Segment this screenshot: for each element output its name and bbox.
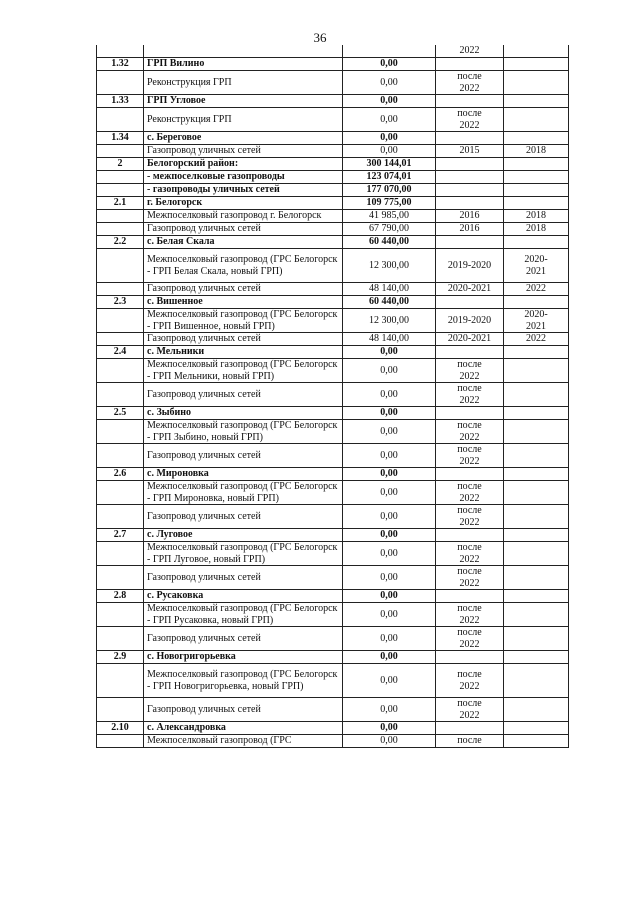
cell-year-end	[504, 722, 569, 735]
cell-row-number	[97, 481, 144, 505]
cell-year-end	[504, 236, 569, 249]
cell-amount: 48 140,00	[343, 283, 436, 296]
cell-year-start	[436, 158, 504, 171]
cell-object-name: Реконструкция ГРП	[144, 108, 343, 132]
cell-object-name: - газопроводы уличных сетей	[144, 184, 343, 197]
cell-object-name: Межпоселковый газопровод (ГРС Белогорск - ГРП Вишенное, новый ГРП)	[144, 309, 343, 333]
cell-row-number	[97, 566, 144, 590]
cell-amount: 0,00	[343, 58, 436, 71]
cell-object-name: Межпоселковый газопровод (ГРС Белогорск - ГРП Мироновка, новый ГРП)	[144, 481, 343, 505]
cell-object-name: Белогорский район:	[144, 158, 343, 171]
cell-row-number: 2.8	[97, 590, 144, 603]
table-row	[97, 505, 569, 529]
table-row	[97, 296, 569, 309]
cell-year-start	[436, 529, 504, 542]
cell-row-number	[97, 359, 144, 383]
cell-year-start: после 2022	[436, 359, 504, 383]
cell-year-end	[504, 603, 569, 627]
cell-object-name: ГРП Угловое	[144, 95, 343, 108]
cell-amount: 0,00	[343, 529, 436, 542]
cell-year-start	[436, 171, 504, 184]
cell-year-end	[504, 627, 569, 651]
cell-year-end: 2020- 2021	[504, 309, 569, 333]
table-row	[97, 346, 569, 359]
cell-year-start: после 2022	[436, 71, 504, 95]
table-row	[97, 333, 569, 346]
cell-amount: 300 144,01	[343, 158, 436, 171]
table-row	[97, 197, 569, 210]
cell-year-start: после 2022	[436, 505, 504, 529]
cell-year-start: после 2022	[436, 627, 504, 651]
cell-row-number	[97, 603, 144, 627]
table-row	[97, 664, 569, 698]
cell-year-end	[504, 184, 569, 197]
cell-year-start: после 2022	[436, 383, 504, 407]
cell-amount: 0,00	[343, 346, 436, 359]
cell-year-start	[436, 346, 504, 359]
table-row	[97, 132, 569, 145]
cell-object-name: с. Александровка	[144, 722, 343, 735]
table-row	[97, 722, 569, 735]
cell-year-start: после	[436, 735, 504, 748]
cell-row-number	[97, 108, 144, 132]
cell-year-start	[436, 722, 504, 735]
cell-year-start	[436, 407, 504, 420]
cell-row-number: 2.6	[97, 468, 144, 481]
cell-row-number: 1.34	[97, 132, 144, 145]
cell-year-end: 2020- 2021	[504, 249, 569, 283]
cell-year-start: 2022	[436, 45, 504, 58]
cell-year-end	[504, 346, 569, 359]
cell-row-number	[97, 71, 144, 95]
cell-year-end: 2018	[504, 210, 569, 223]
cell-object-name: Газопровод уличных сетей	[144, 145, 343, 158]
table-row	[97, 590, 569, 603]
cell-amount: 123 074,01	[343, 171, 436, 184]
cell-object-name: Газопровод уличных сетей	[144, 698, 343, 722]
cell-amount: 0,00	[343, 542, 436, 566]
cell-year-start: 2016	[436, 210, 504, 223]
cell-year-end	[504, 171, 569, 184]
cell-year-end	[504, 95, 569, 108]
cell-amount: 12 300,00	[343, 249, 436, 283]
cell-row-number	[97, 383, 144, 407]
cell-amount: 0,00	[343, 590, 436, 603]
cell-year-end	[504, 590, 569, 603]
cell-object-name: Межпоселковый газопровод (ГРС	[144, 735, 343, 748]
table-row	[97, 171, 569, 184]
cell-amount: 0,00	[343, 603, 436, 627]
cell-year-end	[504, 71, 569, 95]
table-row	[97, 309, 569, 333]
table-row	[97, 223, 569, 236]
page-number: 36	[313, 30, 327, 45]
table-row	[97, 145, 569, 158]
cell-object-name: Газопровод уличных сетей	[144, 283, 343, 296]
cell-year-start: после 2022	[436, 603, 504, 627]
cell-year-start	[436, 95, 504, 108]
cell-year-end: 2022	[504, 333, 569, 346]
cell-object-name: с. Русаковка	[144, 590, 343, 603]
table-row	[97, 108, 569, 132]
cell-amount: 67 790,00	[343, 223, 436, 236]
cell-year-end	[504, 197, 569, 210]
cell-row-number	[97, 145, 144, 158]
cell-year-start: после 2022	[436, 664, 504, 698]
table-row	[97, 383, 569, 407]
cell-year-end	[504, 664, 569, 698]
table-row	[97, 444, 569, 468]
cell-object-name: Газопровод уличных сетей	[144, 505, 343, 529]
cell-object-name: Газопровод уличных сетей	[144, 333, 343, 346]
cell-year-end	[504, 566, 569, 590]
cell-row-number	[97, 627, 144, 651]
cell-amount	[343, 45, 436, 58]
cell-amount: 0,00	[343, 505, 436, 529]
cell-year-start: после 2022	[436, 542, 504, 566]
cell-year-end	[504, 481, 569, 505]
cell-amount: 48 140,00	[343, 333, 436, 346]
cell-object-name: с. Береговое	[144, 132, 343, 145]
table-row	[97, 407, 569, 420]
cell-object-name: Реконструкция ГРП	[144, 71, 343, 95]
cell-year-start: после 2022	[436, 108, 504, 132]
cell-object-name	[144, 45, 343, 58]
cell-year-start: 2019-2020	[436, 249, 504, 283]
cell-year-start	[436, 590, 504, 603]
table-row	[97, 542, 569, 566]
table-row	[97, 566, 569, 590]
cell-object-name: Межпоселковый газопровод г. Белогорск	[144, 210, 343, 223]
cell-year-end	[504, 505, 569, 529]
table-row	[97, 71, 569, 95]
cell-year-end	[504, 420, 569, 444]
cell-year-end	[504, 529, 569, 542]
cell-row-number	[97, 735, 144, 748]
cell-amount: 0,00	[343, 108, 436, 132]
cell-amount: 0,00	[343, 698, 436, 722]
cell-year-start: 2016	[436, 223, 504, 236]
cell-amount: 0,00	[343, 71, 436, 95]
cell-amount: 0,00	[343, 132, 436, 145]
cell-year-start: 2020-2021	[436, 333, 504, 346]
cell-year-start	[436, 184, 504, 197]
cell-year-end	[504, 468, 569, 481]
cell-object-name: Газопровод уличных сетей	[144, 223, 343, 236]
cell-amount: 0,00	[343, 566, 436, 590]
cell-amount: 109 775,00	[343, 197, 436, 210]
cell-amount: 0,00	[343, 383, 436, 407]
cell-row-number	[97, 210, 144, 223]
cell-row-number	[97, 171, 144, 184]
cell-amount: 0,00	[343, 407, 436, 420]
cell-amount: 0,00	[343, 481, 436, 505]
cell-year-end: 2018	[504, 145, 569, 158]
cell-year-end	[504, 735, 569, 748]
table-row	[97, 45, 569, 58]
cell-amount: 60 440,00	[343, 296, 436, 309]
cell-amount: 0,00	[343, 468, 436, 481]
table-row	[97, 283, 569, 296]
cell-year-end	[504, 58, 569, 71]
cell-row-number: 2.5	[97, 407, 144, 420]
cell-object-name: Газопровод уличных сетей	[144, 444, 343, 468]
cell-object-name: Газопровод уличных сетей	[144, 627, 343, 651]
cell-row-number: 2.9	[97, 651, 144, 664]
cell-row-number: 2.3	[97, 296, 144, 309]
cell-row-number: 1.33	[97, 95, 144, 108]
cell-object-name: с. Вишенное	[144, 296, 343, 309]
cell-year-end	[504, 45, 569, 58]
cell-year-start: после 2022	[436, 698, 504, 722]
cell-row-number	[97, 505, 144, 529]
cell-object-name: с. Луговое	[144, 529, 343, 542]
cell-year-start: после 2022	[436, 566, 504, 590]
cell-year-end	[504, 698, 569, 722]
cell-year-end	[504, 359, 569, 383]
table-row	[97, 603, 569, 627]
cell-row-number	[97, 420, 144, 444]
cell-row-number	[97, 309, 144, 333]
table-row	[97, 158, 569, 171]
table-row	[97, 236, 569, 249]
table-row	[97, 249, 569, 283]
cell-object-name: с. Новогригорьевка	[144, 651, 343, 664]
cell-amount: 0,00	[343, 722, 436, 735]
cell-row-number: 1.32	[97, 58, 144, 71]
cell-row-number	[97, 444, 144, 468]
cell-row-number	[97, 45, 144, 58]
cell-year-start	[436, 651, 504, 664]
cell-year-start: после 2022	[436, 481, 504, 505]
cell-row-number	[97, 223, 144, 236]
cell-year-start: после 2022	[436, 444, 504, 468]
cell-year-end: 2022	[504, 283, 569, 296]
cell-year-start: 2015	[436, 145, 504, 158]
table-row	[97, 420, 569, 444]
cell-amount: 0,00	[343, 651, 436, 664]
table-row	[97, 210, 569, 223]
cell-amount: 177 070,00	[343, 184, 436, 197]
cell-year-start: после 2022	[436, 420, 504, 444]
cell-object-name: ГРП Вилино	[144, 58, 343, 71]
cell-object-name: Межпоселковый газопровод (ГРС Белогорск - ГРП Русаковка, новый ГРП)	[144, 603, 343, 627]
table-row	[97, 627, 569, 651]
cell-year-start	[436, 296, 504, 309]
cell-object-name: Межпоселковый газопровод (ГРС Белогорск - ГРП Луговое, новый ГРП)	[144, 542, 343, 566]
table-row	[97, 468, 569, 481]
cell-object-name: г. Белогорск	[144, 197, 343, 210]
cell-row-number	[97, 542, 144, 566]
cell-year-start: 2019-2020	[436, 309, 504, 333]
table-body	[97, 45, 569, 748]
gas-pipeline-table	[96, 45, 569, 748]
cell-row-number	[97, 283, 144, 296]
cell-object-name: Межпоселковый газопровод (ГРС Белогорск - ГРП Новогригорьевка, новый ГРП)	[144, 664, 343, 698]
cell-object-name: Межпоселковый газопровод (ГРС Белогорск - ГРП Белая Скала, новый ГРП)	[144, 249, 343, 283]
cell-amount: 0,00	[343, 664, 436, 698]
table-row	[97, 698, 569, 722]
cell-object-name: с. Белая Скала	[144, 236, 343, 249]
table-row	[97, 58, 569, 71]
cell-year-end	[504, 108, 569, 132]
cell-year-start: 2020-2021	[436, 283, 504, 296]
table-row	[97, 95, 569, 108]
cell-row-number	[97, 664, 144, 698]
cell-year-start	[436, 132, 504, 145]
cell-year-end	[504, 132, 569, 145]
cell-object-name: с. Мельники	[144, 346, 343, 359]
cell-amount: 0,00	[343, 627, 436, 651]
cell-row-number	[97, 698, 144, 722]
cell-year-end	[504, 383, 569, 407]
cell-row-number	[97, 184, 144, 197]
cell-amount: 0,00	[343, 735, 436, 748]
cell-year-start	[436, 197, 504, 210]
table-row	[97, 651, 569, 664]
cell-amount: 0,00	[343, 420, 436, 444]
cell-object-name: Межпоселковый газопровод (ГРС Белогорск - ГРП Мельники, новый ГРП)	[144, 359, 343, 383]
cell-row-number: 2	[97, 158, 144, 171]
cell-row-number	[97, 333, 144, 346]
cell-year-start	[436, 236, 504, 249]
cell-year-end	[504, 542, 569, 566]
cell-object-name: Межпоселковый газопровод (ГРС Белогорск - ГРП Зыбино, новый ГРП)	[144, 420, 343, 444]
cell-year-end: 2018	[504, 223, 569, 236]
cell-year-end	[504, 407, 569, 420]
cell-amount: 0,00	[343, 95, 436, 108]
table-row	[97, 735, 569, 748]
cell-object-name: Газопровод уличных сетей	[144, 383, 343, 407]
cell-amount: 0,00	[343, 145, 436, 158]
cell-amount: 41 985,00	[343, 210, 436, 223]
cell-row-number	[97, 249, 144, 283]
table-row	[97, 481, 569, 505]
cell-amount: 0,00	[343, 359, 436, 383]
cell-amount: 12 300,00	[343, 309, 436, 333]
cell-object-name: Газопровод уличных сетей	[144, 566, 343, 590]
cell-amount: 60 440,00	[343, 236, 436, 249]
cell-year-end	[504, 651, 569, 664]
cell-amount: 0,00	[343, 444, 436, 468]
cell-object-name: с. Мироновка	[144, 468, 343, 481]
cell-row-number: 2.2	[97, 236, 144, 249]
cell-object-name: с. Зыбино	[144, 407, 343, 420]
cell-row-number: 2.1	[97, 197, 144, 210]
cell-row-number: 2.7	[97, 529, 144, 542]
table-row	[97, 529, 569, 542]
cell-year-end	[504, 158, 569, 171]
cell-row-number: 2.10	[97, 722, 144, 735]
table-row	[97, 184, 569, 197]
cell-year-end	[504, 444, 569, 468]
cell-year-start	[436, 468, 504, 481]
cell-row-number: 2.4	[97, 346, 144, 359]
cell-year-end	[504, 296, 569, 309]
table-row	[97, 359, 569, 383]
cell-object-name: - межпоселковые газопроводы	[144, 171, 343, 184]
cell-year-start	[436, 58, 504, 71]
